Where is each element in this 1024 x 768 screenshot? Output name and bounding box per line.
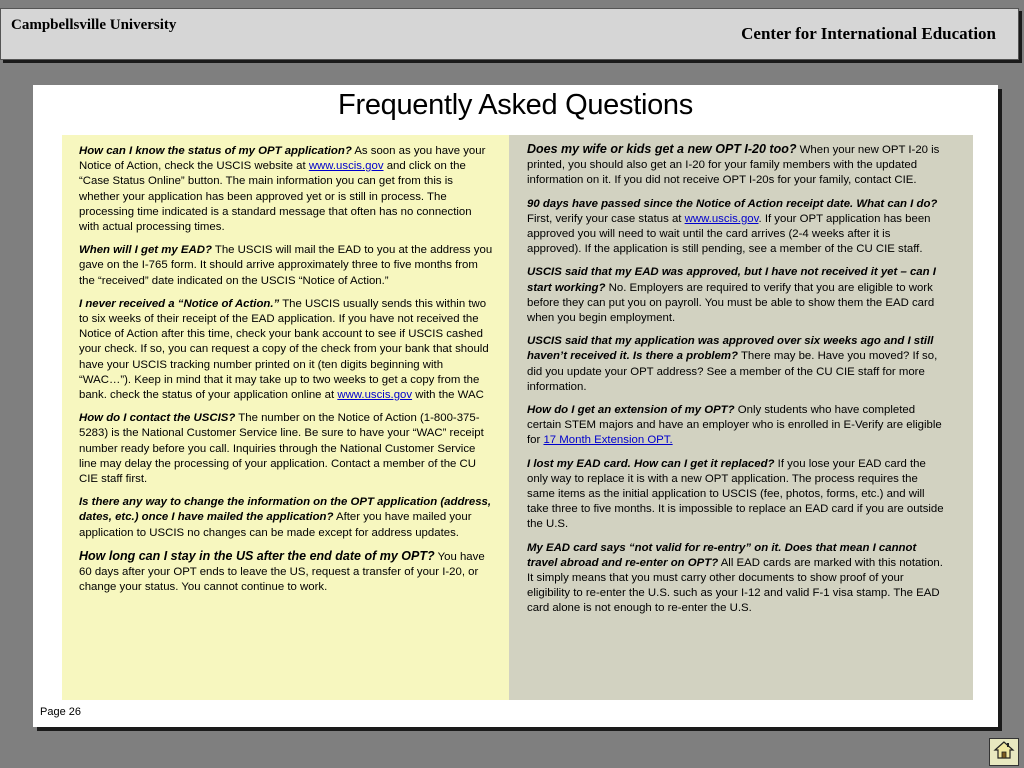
faq-question: I never received a “Notice of Action.” [79, 297, 280, 310]
department-name: Center for International Education [741, 24, 996, 43]
faq-answer: Only students who have completed certain STEM majors and have an employer who is enrolled in E-Verify are eligible for [527, 404, 942, 447]
faq-answer: As soon as you have your Notice of Action, check the USCIS website at [79, 145, 486, 173]
faq-answer: There may be. Have you moved? If so, did you update your OPT address? See a member of the CU CIE staff for more information. [527, 350, 938, 393]
faq-item [527, 265, 948, 326]
faq-item [527, 403, 948, 449]
faq-item [527, 541, 948, 617]
faq-question: How do I get an extension of my OPT? [527, 404, 735, 417]
faq-question: USCIS said that my EAD was approved, but I have not received it yet – can I start working? [527, 266, 936, 294]
faq-answer: After you have mailed your application to USCIS no changes can be made except for address updates. [79, 511, 472, 539]
faq-question: 90 days have passed since the Notice of Action receipt date. What can I do? [527, 197, 938, 210]
faq-answer: with the WAC [412, 389, 484, 402]
faq-item [527, 197, 948, 258]
faq-question: Is there any way to change the information on the OPT application (address, dates, etc.) once I have mailed the application? [79, 496, 492, 524]
uscis-link[interactable]: www.uscis.gov [684, 212, 759, 225]
faq-answer: . If your OPT application has been approved you will need to wait until the card arrives (2-4 weeks after it is approved). If the application is still pending, see a member of the CU CIE staff. [527, 212, 931, 256]
uscis-link[interactable]: www.uscis.gov [337, 389, 413, 402]
page-title: Frequently Asked Questions [338, 89, 693, 121]
faq-question: How can I know the status of my OPT application? [79, 145, 352, 157]
faq-item [527, 457, 948, 533]
faq-question: How do I contact the USCIS? [79, 412, 236, 425]
faq-item [527, 334, 948, 395]
faq-answer: The USCIS will mail the EAD to you at the address you gave on the I-765 form. It should arrive approximately three to five months from the “received” date indicated on the USCIS “Notice of Action.” [79, 244, 493, 287]
faq-item [79, 495, 493, 541]
faq-answer: The USCIS usually sends this within two to six weeks of their receipt of the EAD application. If you have not received the Notice of Action after this time, check your bank account to see if USCIS cashed your check. If so, you can request a copy of the check from your bank that should have your USCIS tracking number printed on it (ten digits beginning with “WAC…”). Keep in mind that it may take up to two weeks to get a copy from the bank. check the status of your application online at [79, 297, 489, 402]
faq-question: USCIS said that my application was approved over six weeks ago and I still haven’t received it. Is there a problem? [527, 335, 934, 363]
slide [33, 85, 998, 727]
faq-item [79, 549, 493, 596]
uscis-link[interactable]: www.uscis.gov [308, 160, 384, 173]
page-number: Page 26 [40, 706, 81, 718]
faq-item [79, 144, 493, 235]
opt-extension-link[interactable]: 17 Month Extension OPT. [543, 434, 673, 447]
faq-item [527, 142, 948, 189]
faq-answer: The number on the Notice of Action (1-800-375-5283) is the National Customer Service line. Be sure to have your “WAC” receipt number ready before you call. Inquiries through the National Customer Service line may delay the processing of your application. Contact a member of the CU CIE staff first. [79, 412, 484, 486]
faq-answer: All EAD cards are marked with this notation. It simply means that you must carry other documents to show proof of your eligibility to re-enter the U.S. such as your I-12 and valid F-1 visa stamp. The EAD card alone is not enough to re-enter the U.S. [527, 556, 943, 615]
faq-question: I lost my EAD card. How can I get it replaced? [527, 457, 775, 470]
faq-question: Does my wife or kids get a new OPT I-20 too? [527, 142, 797, 156]
faq-item [79, 411, 493, 487]
faq-answer: When your new OPT I-20 is printed, you should also get an I-20 for your family members with the updated information on it. If you did not receive OPT I-20s for your family, contact CIE. [527, 144, 940, 187]
university-name: Campbellsville University [11, 17, 177, 33]
faq-question: My EAD card says “not valid for re-entry” on it. Does that mean I cannot travel abroad and re-enter on OPT? [527, 541, 917, 569]
faq-answer: No. Employers are required to verify that you are eligible to work before they can put you on payroll. You must be able to show them the EAD card when you begin employment. [527, 281, 935, 325]
faq-answer: If you lose your EAD card the only way to replace it is with a new OPT application. The process requires the same items as the initial application to USCIS (fee, photos, forms, etc.) and will take three to five months. It is impossible to replace an EAD card if you are outside the U.S. [527, 457, 944, 531]
faq-question: When will I get my EAD? [79, 244, 212, 257]
faq-question: How long can I stay in the US after the end date of my OPT? [79, 548, 435, 563]
home-button[interactable] [989, 738, 1019, 766]
faq-item [79, 243, 493, 289]
header-bar [0, 8, 1019, 60]
faq-column-right [509, 135, 973, 700]
faq-answer: and click on the “Case Status Online” button. The main information you can get from this is whether your application has been approved yet or is still in process. The processing time indicated is a standard message that often has no connection with actual processing times. [79, 160, 472, 234]
faq-answer: First, verify your case status at [527, 212, 685, 225]
faq-column-left [62, 135, 509, 700]
home-icon [993, 740, 1015, 765]
faq-item [79, 297, 493, 403]
faq-answer: You have 60 days after your OPT ends to leave the US, request a transfer of your I-20, or change your status. You cannot continue to work. [79, 550, 485, 594]
